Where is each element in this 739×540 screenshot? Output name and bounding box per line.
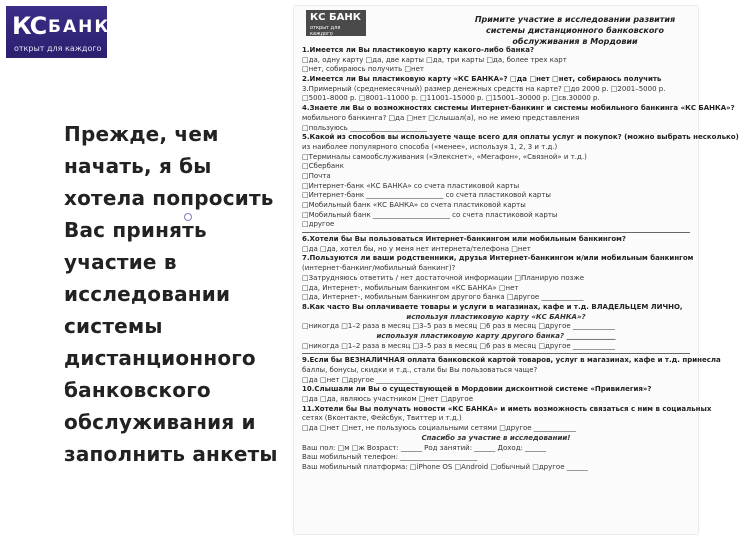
answer-line: □5001–8000 р. □8001–11000 р. □11001–15000 р. □15001–30000 р. □св.30000 р. [302, 94, 600, 103]
question-line: 9.Если бы ВЕЗНАЛИЧНАЯ оплата банковской картой товаров, услуг в магазинах, кафе и т.д. принесла [302, 356, 721, 365]
question-line: 7.Пользуются ли ваши родственники, друзья Интернет-банкингом и/или мобильным банкингом [302, 254, 694, 263]
answer-line: □да □да, хотел бы, но у меня нет интернета/телефона □нет [302, 244, 531, 253]
answer-line: □пользуюсь ______________________ [302, 123, 428, 132]
question-line: 2.Имеется ли Вы пластиковую карту «КС БАНКА»? □да □нет □нет, собираюсь получить [302, 75, 662, 84]
answer-line: □никогда □1–2 раза в месяц □3–5 раз в месяц □6 раз в месяц □другое ____________ [302, 322, 615, 331]
answer-line: □Интернет-банк «КС БАНКА» со счета пластиковой карты [302, 181, 520, 190]
kc-bank-logo [6, 6, 111, 58]
answer-line: □да, Интернет-, мобильным банкингом «КС БАНКА» □нет [302, 283, 519, 292]
answer-line: □Мобильный банк «КС БАНКА» со счета пластиковой карты [302, 201, 526, 209]
document-logo-text: КС БАНК [310, 12, 361, 23]
answer-line: □да, Интернет-, мобильным банкингом другого банка □другое ____________ [302, 293, 584, 302]
answer-line: Ваш мобильный платформа: □iPhone OS □Android □обычный □другое ______ [302, 462, 588, 471]
answer-line: □да □нет □нет, не пользуюсь социальными сетями □другое ____________ [302, 424, 576, 433]
questionnaire-lines [294, 46, 739, 473]
answer-line: □Почта [302, 171, 331, 180]
document-logo [306, 10, 366, 36]
answer-line: □Сбербанк [302, 162, 344, 171]
answer-line: □нет, собираюсь получить □нет [302, 65, 425, 74]
answer-line: Спасибо за участие в исследовании! [421, 433, 571, 442]
question-line: 6.Хотели бы Вы пользоваться Интернет-банкингом или мобильным банкингом? [302, 235, 626, 244]
answer-line: □Терминалы самообслуживания («Элекснет», «Мегафон», «Связной» и т.д.) [302, 152, 587, 161]
answer-line: мобильного банкинга? □да □нет □слышал(а), но не имею представления [302, 113, 580, 122]
answer-line: □да, одну карту □да, две карты □да, три карты □да, более трех карт [302, 55, 567, 64]
document-title: Примите участие в исследовании развития системы дистанционного банковского обслуживания в Мордовии [474, 15, 676, 46]
answer-line: □Интернет-банк ______________________ со счета пластиковой карты [302, 191, 551, 200]
answer-line: □Затрудняюсь ответить / нет достаточной информации □Планирую позже [302, 273, 585, 282]
question-line: 4.Знаете ли Вы о возможностях системы Интернет-банкинг и системы мобильного банкинга «КС БАНКА»? [302, 104, 735, 113]
mouse-cursor-icon [184, 213, 192, 221]
separator-line [302, 353, 690, 354]
answer-line: □Мобильный банк ______________________ со счета пластиковой карты [302, 210, 558, 219]
answer-line: □другое [302, 220, 335, 229]
document-logo-sub: открыт для каждого [310, 25, 341, 37]
question-line: 8.Как часто Вы оплачиваете товары и услуги в магазинах, кафе и т.д. ВЛАДЕЛЬЦЕМ ЛИЧНО, [302, 302, 683, 311]
answer-line: 3.Примерный (среднемесячный) размер денежных средств на карте? □до 2000 р. □2001–5000 р. [302, 84, 666, 93]
separator-line [302, 232, 690, 233]
answer-line: используя пластиковую карту другого банка? ______________ [376, 331, 616, 340]
answer-line: Ваш мобильный телефон: ______________________ [302, 453, 478, 462]
logo-mark: КС [12, 12, 46, 40]
answer-line: сетях (Вконтакте, Фейсбук, Твиттер и т.д.) [302, 414, 462, 423]
question-line: 10.Слышали ли Вы о существующей в Мордовии дисконтной системе «Привилегия»? [302, 385, 652, 394]
question-line: 11.Хотели бы Вы получать новости «КС БАНКА» и иметь возможность связаться с ним в социальных [302, 404, 712, 413]
document-header [294, 6, 698, 46]
answer-line: □да □да, являюсь участником □нет □другое [302, 395, 474, 404]
answer-line: (интернет-банкинг/мобильный банкинг)? [302, 264, 456, 273]
answer-line: из наиболее популярного способа («менее», используя 1, 2, 3 и т.д.) [302, 142, 558, 151]
question-line: 1.Имеется ли Вы пластиковую карту какого-либо банка? [302, 46, 535, 54]
intro-text: Прежде, чем начать, я бы хотела попросить Вас принять участие в исследовании системы дистанционного банковского обслуживания и заполнить анкеты [64, 122, 278, 466]
answer-line: используя пластиковую карту «КС БАНКА»? [406, 312, 586, 321]
answer-line: □да □нет □другое ____________ [302, 375, 419, 384]
logo-tagline: открыт для каждого [14, 44, 102, 53]
question-line: 5.Какой из способов вы используете чаще всего для оплаты услуг и покупок? (можно выбрать несколько) [302, 133, 739, 142]
answer-line: баллы, бонусы, скидки и т.д., стали бы Вы пользоваться чаще? [302, 366, 538, 374]
logo-bank-text: БАНК [48, 17, 111, 37]
answer-line: Ваш пол: □м □ж Возраст: ______ Род занятий: ______ Доход: ______ [302, 443, 547, 452]
questionnaire-document [294, 6, 739, 534]
answer-line: □никогда □1–2 раза в месяц □3–5 раз в месяц □6 раз в месяц □другое ____________ [302, 341, 615, 350]
